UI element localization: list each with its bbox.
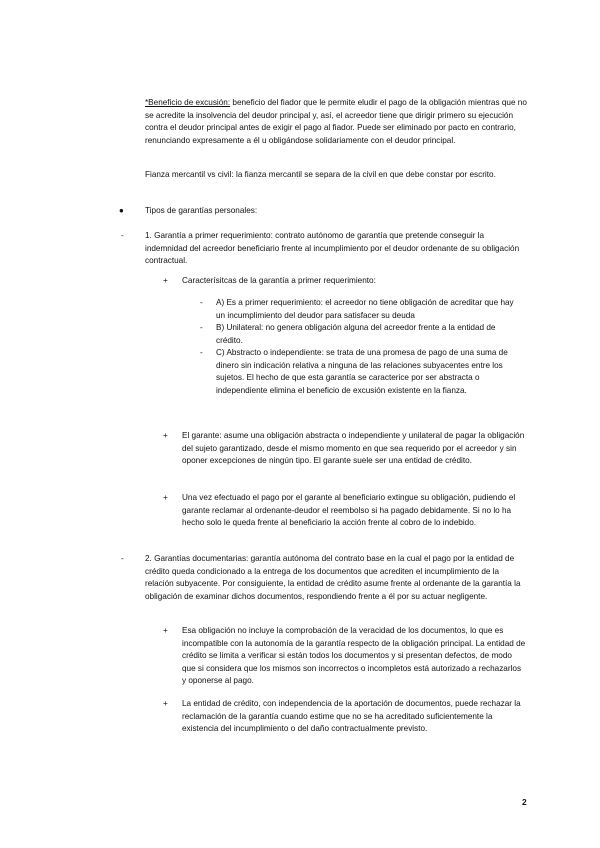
pago-paragraph: Una vez efectuado el pago por el garante al beneficiario extingue su obligación, pudiendo el garante reclamar al ordenante-deudor el reembolso si ha pagado debidamente. Si no lo ha hecho solo le queda frente al beneficiario la acción frente al cobro de lo indebido.	[182, 493, 516, 528]
characteristic-c: C) Abstracto o independiente: se trata de una promesa de pago de una suma de dinero sin indicación relativa a ninguna de las relaciones subyacentes entre los sujetos. El hecho de que esta garantía se caracterice por ser abstracta o independiente elimina el beneficio de excusión existente en la fianza.	[216, 348, 508, 395]
garante-paragraph: El garante: asume una obligación abstracta o independiente y unilateral de pagar la obligación del sujeto garantizado, desde el mismo momento en que sea requerido por el acreedor y sin oponer excepciones de ningún tipo. El garante suele ser una entidad de crédito.	[182, 431, 525, 466]
section-1-marker: -	[121, 231, 124, 240]
plus-marker-garante: +	[163, 431, 168, 440]
section-2-marker: -	[121, 554, 124, 563]
dash-marker-a: -	[200, 298, 203, 307]
section-2-text: 2. Garantías documentarias: garantía autónoma del contrato base en la cual el pago por la entidad de crédito queda condicionado a la entrega de los documentos que acrediten el incumplimiento de la relación subyacente. Por consiguiente, la entidad de crédito asume frente al ordenante de la garantía la obligación de examinar dichos documentos, respondiendo frente a él por su actuar negligente.	[145, 554, 521, 601]
types-heading: Tipos de garantías personales:	[145, 206, 258, 215]
page-number: 2	[522, 797, 527, 807]
fianza-note: Fianza mercantil vs civil: la fianza mercantil se separa de la civil en que debe constar por escrito.	[145, 170, 496, 179]
plus-marker-obligacion: +	[163, 626, 168, 635]
characteristic-b: B) Unilateral: no genera obligación alguna del acreedor frente a la entidad de crédito.	[216, 323, 496, 345]
excusion-text: beneficio del fiador que le permite eludir el pago de la obligación mientras que no se acredite la insolvencia del deudor principal y, así, el acreedor tiene que dirigir primero su ejecución contra el deudor principal antes de exigir el pago al fiador. Puede ser eliminado por pacto en contrario, renunciando expresamente a él u obligándose solidariamente con el deudor principal.	[145, 98, 527, 145]
dash-marker-c: -	[200, 348, 203, 357]
plus-marker-pago: +	[163, 493, 168, 502]
obligacion-paragraph: Esa obligación no incluye la comprobación de la veracidad de los documentos, lo que es incompatible con la autonomía de la garantía respecto de la obligación principal. La entidad de crédito se limita a verificar si están todos los documentos y si presentan defectos, de modo que si considera que los mismos son incorrectos o incompletos está autorizado a rechazarlos y oponerse al pago.	[182, 626, 526, 686]
excusion-paragraph	[145, 97, 527, 147]
dash-marker-b: -	[200, 323, 203, 332]
entidad-paragraph: La entidad de crédito, con independencia de la aportación de documentos, puede rechazar la reclamación de la garantía cuando estime que no se ha acreditado suficientemente la existencia del incumplimiento o del daño contractualmente previsto.	[182, 699, 521, 734]
excusion-term: *Beneficio de excusión:	[145, 98, 231, 107]
characteristic-a: A) Es a primer requerimiento: el acreedor no tiene obligación de acreditar que hay un incumplimiento del deudor para satisfacer su deuda	[216, 298, 514, 320]
bullet-marker: ●	[119, 206, 124, 215]
plus-marker-entidad: +	[163, 699, 168, 708]
section-1-text: 1. Garantía a primer requerimiento: contrato autónomo de garantía que pretende conseguir la indemnidad del acreedor beneficiario frente al incumplimiento por el deudor ordenante de su obligación contractual.	[145, 231, 520, 266]
characteristics-heading: Caracterísitcas de la garantía a primer requerimiento:	[182, 276, 376, 285]
plus-marker-characteristics: +	[163, 276, 168, 285]
